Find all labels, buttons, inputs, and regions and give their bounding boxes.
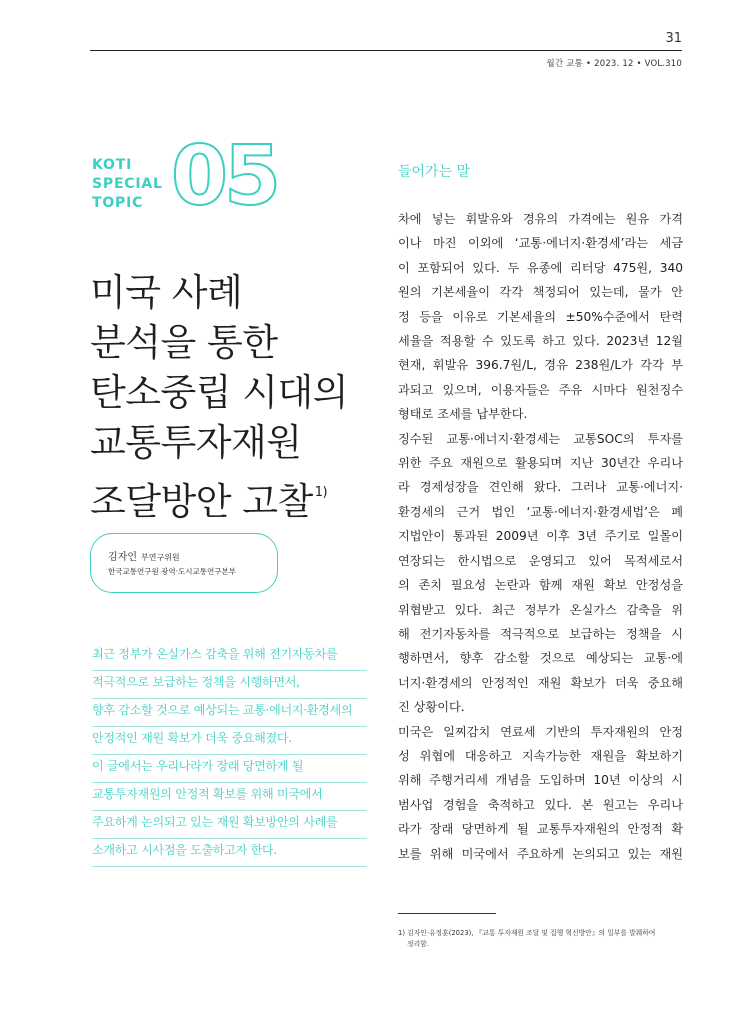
body-line: 이나 마진 이외에 ‘교통·에너지·환경세’라는 세금 xyxy=(398,236,683,251)
summary-line: 적극적으로 보급하는 정책을 시행하면서, xyxy=(92,671,367,699)
intro-heading: 들어가는 말 xyxy=(398,164,471,180)
summary-line: 교통투자재원의 안정적 확보를 위해 미국에서 xyxy=(92,783,367,811)
topic-label-line: TOPIC xyxy=(92,195,144,211)
author-affiliation: 한국교통연구원 광역·도시교통연구본부 xyxy=(108,567,236,576)
title-line: 분석을 통한 xyxy=(90,321,278,364)
paragraph xyxy=(398,427,683,720)
title-line: 탄소중립 시대의 xyxy=(90,371,348,414)
summary-line: 최근 정부가 온실가스 감축을 위해 전기자동차를 xyxy=(92,643,367,671)
topic-label xyxy=(92,156,163,213)
topic-number: 05 xyxy=(171,129,278,224)
body-line: 행하면서, 향후 감소할 것으로 예상되는 교통·에 xyxy=(398,651,683,666)
author-name: 김자인 xyxy=(108,552,137,563)
footnote-line: 정리함. xyxy=(407,940,429,948)
body-line: 위협받고 있다. 최근 정부가 온실가스 감축을 위 xyxy=(398,602,683,617)
body-line: 성 위협에 대응하고 지속가능한 재원을 확보하기 xyxy=(398,748,683,763)
author-box xyxy=(90,533,278,593)
body-line: 지법안이 통과된 2009년 이후 3년 주기로 일몰이 xyxy=(398,529,683,544)
summary-line: 소개하고 시사점을 도출하고자 한다. xyxy=(92,839,367,867)
paragraph xyxy=(398,720,683,866)
body-line: 라가 장래 당면하게 될 교통투자재원의 안정적 확 xyxy=(398,822,683,837)
article-title xyxy=(90,268,380,527)
body-line: 과되고 있으며, 이용자들은 주유 시마다 원천징수 xyxy=(398,382,683,397)
footnote-rule xyxy=(398,913,496,914)
topic-label-line: KOTI xyxy=(92,157,133,173)
body-line: 라 경제성장을 견인해 왔다. 그러나 교통·에너지· xyxy=(398,480,683,495)
title-line: 미국 사례 xyxy=(90,271,243,314)
title-footnote-mark[interactable]: 1) xyxy=(314,485,328,500)
header-rule xyxy=(90,50,682,51)
author-name-line xyxy=(108,548,180,563)
summary-line: 주요하게 논의되고 있는 재원 확보방안의 사례를 xyxy=(92,811,367,839)
body-line: 보를 위해 미국에서 주요하게 논의되고 있는 재원 xyxy=(398,846,683,861)
footnote-line: 1) 김자인·유정훈(2023), 『교통 투자재원 조달 및 집행 혁신방안』의 일부를 발췌하여 xyxy=(398,929,656,937)
body-line: 의 존치 필요성 논란과 함께 재원 확보 안정성을 xyxy=(398,578,683,593)
summary-line: 안정적인 재원 확보가 더욱 중요해졌다. xyxy=(92,727,367,755)
body-line: 범사업 경험을 축적하고 있다. 본 원고는 우리나 xyxy=(398,797,683,812)
author-role: 부연구위원 xyxy=(140,553,180,562)
paragraph xyxy=(398,207,683,427)
body-line: 정 등을 이유로 기본세율의 ±50%수준에서 탄력 xyxy=(398,309,683,324)
body-line: 해 전기자동차를 적극적으로 보급하는 정책을 시 xyxy=(398,626,683,641)
body-line: 징수된 교통·에너지·환경세는 교통SOC의 투자를 xyxy=(398,431,683,446)
body-line: 연장되는 한시법으로 운영되고 있어 목적세로서 xyxy=(398,553,683,568)
page-number: 31 xyxy=(665,31,682,46)
body-line: 형태로 조세를 납부한다. xyxy=(398,407,528,422)
footnote xyxy=(398,928,688,950)
body-text xyxy=(398,207,683,866)
body-line: 이 포함되어 있다. 두 유종에 리터당 475원, 340 xyxy=(398,260,683,275)
body-line: 원의 기본세율이 각각 책정되어 있는데, 물가 안 xyxy=(398,285,683,300)
body-line: 위해 주행거리세 개념을 도입하며 10년 이상의 시 xyxy=(398,773,683,788)
body-line: 환경세의 근거 법인 ‘교통·에너지·환경세법’은 폐 xyxy=(398,504,683,519)
summary-line: 향후 감소할 것으로 예상되는 교통·에너지·환경세의 xyxy=(92,699,367,727)
body-line: 너지·환경세의 안정적인 재원 확보가 더욱 중요해 xyxy=(398,675,683,690)
body-line: 현재, 휘발유 396.7원/L, 경유 238원/L가 각각 부 xyxy=(398,358,683,373)
body-line: 위한 주요 재원으로 활용되며 지난 30년간 우리나 xyxy=(398,456,683,471)
body-line: 차에 넣는 휘발유와 경유의 가격에는 원유 가격 xyxy=(398,212,683,226)
title-line: 교통투자재원 xyxy=(90,421,302,464)
title-line xyxy=(90,468,380,527)
summary-line: 이 글에서는 우리나라가 장래 당면하게 될 xyxy=(92,755,367,783)
summary xyxy=(92,643,367,867)
topic-label-line: SPECIAL xyxy=(92,176,163,192)
title-line-text: 조달방안 고찰 xyxy=(90,480,313,523)
body-line: 미국은 일찌감치 연료세 기반의 투자재원의 안정 xyxy=(398,724,683,739)
body-line: 진 상황이다. xyxy=(398,700,465,715)
issue-info: 월간 교통 • 2023. 12 • VOL.310 xyxy=(546,59,682,69)
body-line: 세율을 적용할 수 있도록 하고 있다. 2023년 12월 xyxy=(398,334,683,349)
